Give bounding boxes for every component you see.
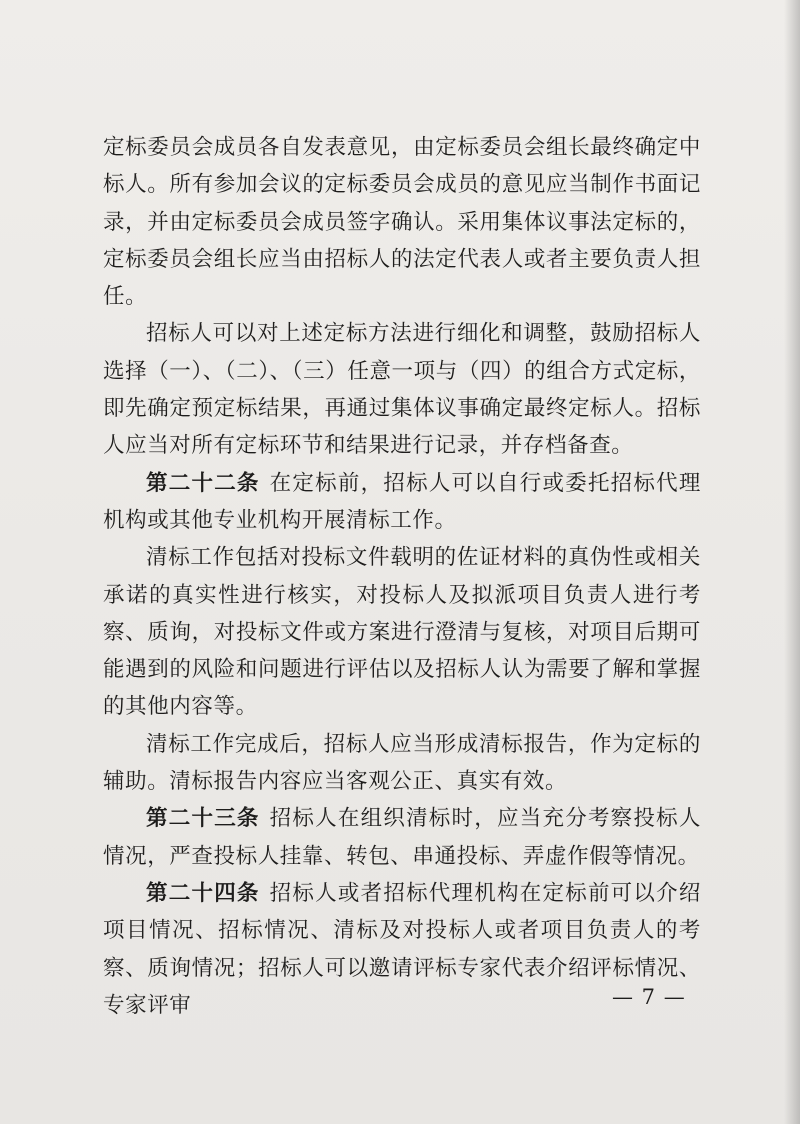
paragraph-text: 在定标前，招标人可以自行或委托招标代理机构或其他专业机构开展清标工作。 <box>103 470 701 533</box>
paragraph-text: 定标委员会成员各自发表意见，由定标委员会组长最终确定中标人。所有参加会议的定标委员会成员的意见应当制作书面记录，并由定标委员会成员签字确认。采用集体议事法定标的，定标委员会组长应当由招标人的法定代表人或者主要负责人担任。 <box>103 135 701 310</box>
paragraph <box>103 726 701 801</box>
article-paragraph <box>103 465 701 540</box>
article-heading: 第二十二条 <box>146 470 260 496</box>
article-heading: 第二十四条 <box>146 880 260 906</box>
paragraph-text: 清标工作完成后，招标人应当形成清标报告，作为定标的辅助。清标报告内容应当客观公正、真实有效。 <box>103 731 701 795</box>
paragraph-text: 清标工作包括对投标文件载明的佐证材料的真伪性或相关承诺的真实性进行核实，对投标人及拟派项目负责人进行考察、质询，对投标文件或方案进行澄清与复核，对项目后期可能遇到的风险和问题进行评估以及招标人认为需要了解和掌握的其他内容等。 <box>103 545 701 720</box>
paragraph <box>103 315 701 464</box>
page-number: — 7 — <box>612 985 686 1009</box>
paragraph <box>103 129 701 315</box>
article-heading: 第二十三条 <box>146 806 260 832</box>
paragraph-text: 招标人或者招标代理机构在定标前可以介绍项目情况、招标情况、清标及对投标人或者项目负责人的考察、质询情况；招标人可以邀请评标专家代表介绍评标情况、专家评审 <box>103 880 701 1018</box>
page-edge-shadow <box>784 0 800 1124</box>
document-body <box>103 129 701 1024</box>
paragraph-text: 招标人在组织清标时，应当充分考察投标人情况，严查投标人挂靠、转包、串通投标、弄虚作假等情况。 <box>103 806 701 869</box>
article-paragraph <box>103 800 701 875</box>
paragraph-text: 招标人可以对上述定标方法进行细化和调整，鼓励招标人选择（一）、（二）、（三）任意一项与（四）的组合方式定标，即先确定预定标结果，再通过集体议事确定最终定标人。招标人应当对所有定标环节和结果进行记录，并存档备查。 <box>103 321 701 459</box>
paragraph <box>103 539 701 725</box>
